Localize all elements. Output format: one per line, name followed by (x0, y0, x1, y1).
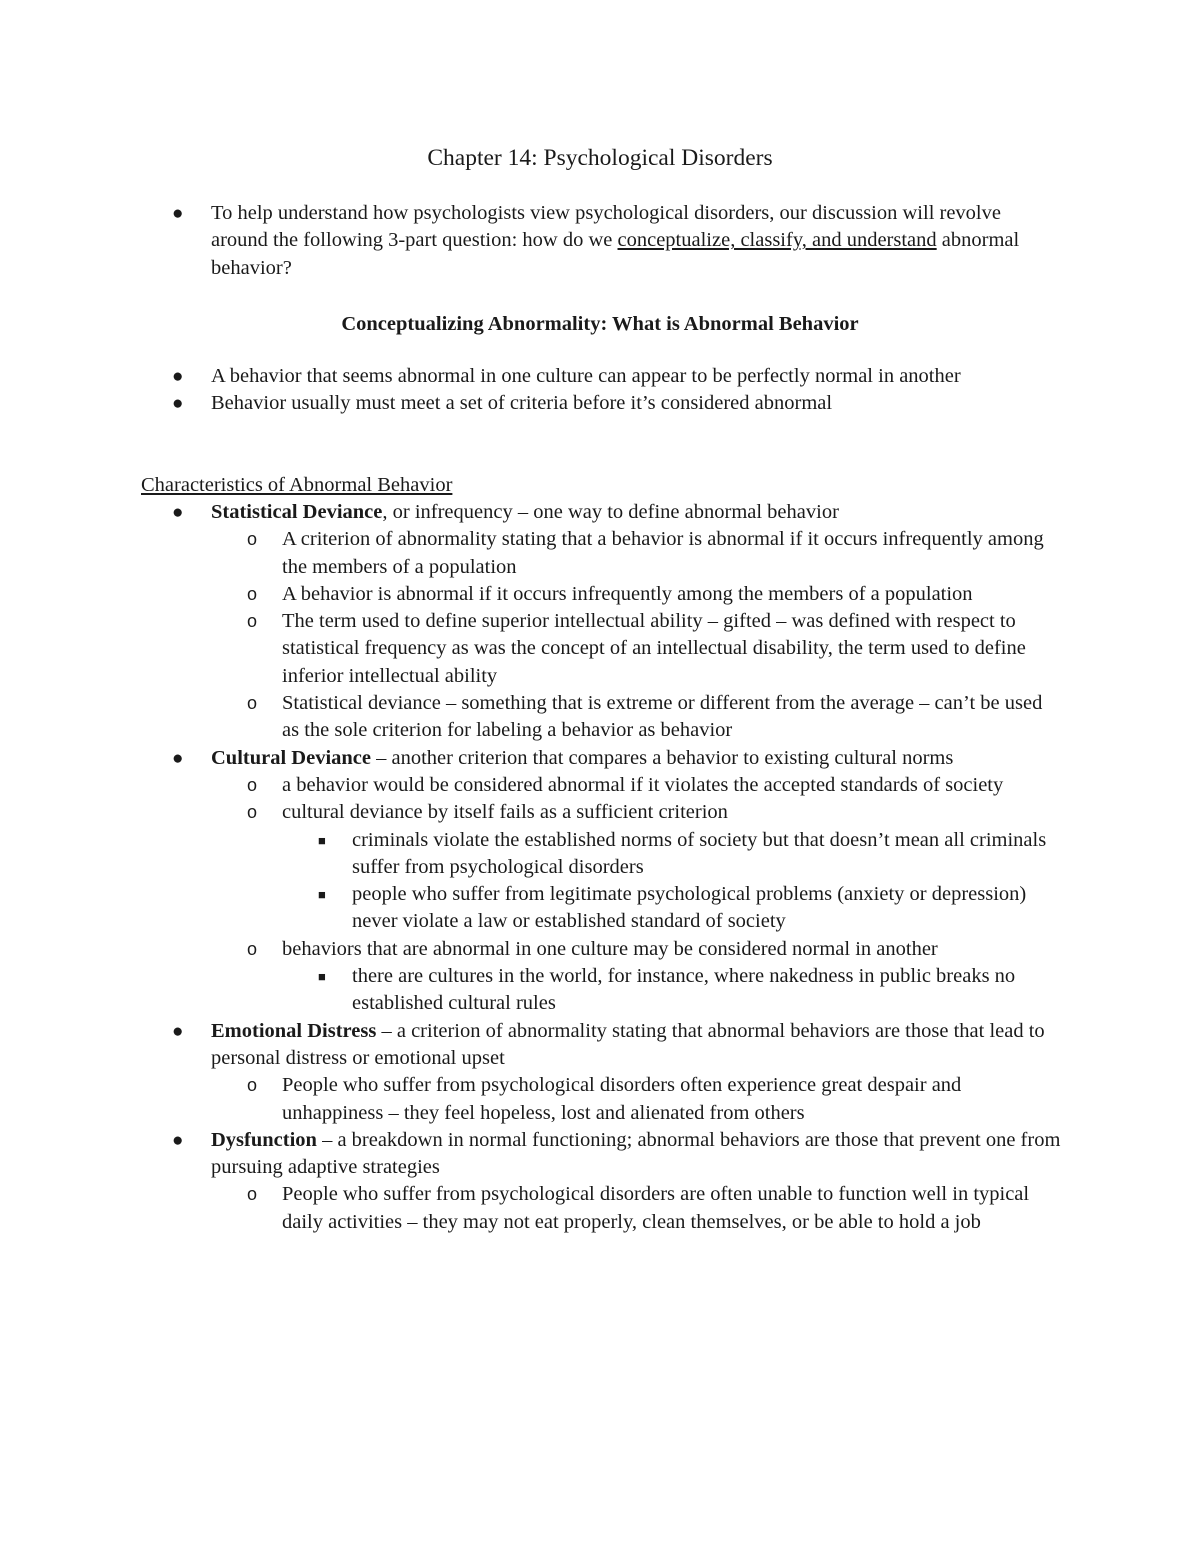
bullet-icon: ● (172, 366, 184, 387)
sub-item-text: a behavior would be considered abnormal if it violates the accepted standards of society (282, 773, 1004, 796)
list-item (0, 363, 1061, 390)
sub-item (0, 936, 1062, 963)
sub-sub-item (0, 827, 1062, 882)
characteristics-label: Characteristics of Abnormal Behavior (141, 474, 453, 496)
bullet-icon: ● (172, 1020, 184, 1042)
page-title: Chapter 14: Psychological Disorders (427, 145, 773, 171)
criterion-dysfunction (0, 1127, 1061, 1182)
sub-sub-item-text: people who suffer from legitimate psychological problems (anxiety or depression) never violate a law or established standard of society (352, 883, 1027, 933)
intro-text-end: abnormal behavior? (211, 229, 1020, 279)
sub-item-text: cultural deviance by itself fails as a sufficient criterion (282, 801, 728, 824)
intro-text-start: To help understand how psychologists view psychological disorders, our discussion will revolve around the following 3-part question: how do we (211, 202, 1001, 252)
circle-bullet-icon: o (247, 529, 258, 550)
sub-item (0, 690, 1062, 745)
circle-bullet-icon: o (247, 774, 258, 795)
intro-list (0, 200, 1200, 282)
bullet-icon: ● (172, 1129, 184, 1151)
criterion-statistical (0, 499, 1061, 526)
list-item-text: A behavior that seems abnormal in one culture can appear to be perfectly normal in another (211, 365, 961, 387)
section-heading: Conceptualizing Abnormality: What is Abnormal Behavior (341, 313, 859, 335)
criterion-cultural (0, 745, 1061, 772)
intro-underlined: conceptualize, classify, and understand (617, 229, 937, 252)
circle-bullet-icon: o (247, 1075, 258, 1096)
criterion-term: Statistical Deviance (211, 501, 383, 523)
bullet-icon: ● (172, 502, 184, 523)
abnormality-list (0, 363, 1200, 418)
square-bullet-icon: ■ (318, 887, 326, 903)
circle-bullet-icon: o (247, 693, 258, 714)
sub-item-text: Statistical deviance – something that is extreme or different from the average – can’t be used as the sole criterion for labeling a behavior as behavior (282, 692, 1043, 742)
list-item-text: Behavior usually must meet a set of criteria before it’s considered abnormal (211, 392, 833, 415)
list-item (0, 390, 1061, 417)
list-item (0, 200, 1061, 282)
criterion-term: Emotional Distress (211, 1019, 377, 1042)
sub-sub-item-text: criminals violate the established norms of society but that doesn’t mean all criminals suffer from psychological disorders (352, 828, 1047, 878)
circle-bullet-icon: o (247, 802, 258, 823)
sub-item-text: People who suffer from psychological disorders are often unable to function well in typical daily activities – they may not eat properly, clean themselves, or be able to hold a job (282, 1183, 1030, 1233)
criterion-description: – a criterion of abnormality stating that abnormal behaviors are those that lead to personal distress or emotional upset (211, 1019, 1045, 1069)
circle-bullet-icon: o (247, 611, 258, 632)
sub-item-text: A criterion of abnormality stating that a behavior is abnormal if it occurs infrequently among the members of a population (282, 528, 1044, 578)
sub-item (0, 581, 1062, 608)
bullet-icon: ● (172, 203, 184, 224)
criterion-emotional (0, 1018, 1061, 1073)
criterion-description: – a breakdown in normal functioning; abnormal behaviors are those that prevent one from pursuing adaptive strategies (211, 1128, 1061, 1179)
sub-sub-item (0, 963, 1062, 1018)
sub-item-text: People who suffer from psychological disorders often experience great despair and unhappiness – they feel hopeless, lost and alienated from others (282, 1074, 962, 1124)
criterion-description: , or infrequency – one way to define abnormal behavior (382, 501, 839, 523)
bullet-icon: ● (172, 393, 184, 415)
criterion-term: Cultural Deviance (211, 746, 371, 769)
sub-item (0, 1181, 1062, 1236)
criterion-description: – another criterion that compares a behavior to existing cultural norms (371, 746, 954, 769)
sub-item (0, 1072, 1062, 1127)
characteristics-list (0, 499, 1200, 1236)
sub-item-text: A behavior is abnormal if it occurs infrequently among the members of a population (282, 582, 973, 605)
sub-sub-item (0, 881, 1062, 936)
bullet-icon: ● (172, 747, 184, 769)
sub-sub-item-text: there are cultures in the world, for instance, where nakedness in public breaks no established cultural rules (352, 965, 1016, 1015)
sub-item-text: behaviors that are abnormal in one culture may be considered normal in another (282, 937, 938, 960)
circle-bullet-icon: o (247, 938, 258, 959)
sub-item (0, 526, 1062, 581)
sub-item (0, 608, 1062, 690)
sub-item (0, 799, 1062, 826)
sub-item-text: The term used to define superior intellectual ability – gifted – was defined with respect to statistical frequency as was the concept of an intellectual disability, the term used to define inferior intellectual ability (282, 610, 1026, 687)
criterion-term: Dysfunction (211, 1128, 317, 1151)
circle-bullet-icon: o (247, 1184, 258, 1205)
sub-item (0, 772, 1062, 799)
square-bullet-icon: ■ (318, 832, 326, 848)
square-bullet-icon: ■ (318, 969, 326, 985)
circle-bullet-icon: o (247, 583, 258, 604)
